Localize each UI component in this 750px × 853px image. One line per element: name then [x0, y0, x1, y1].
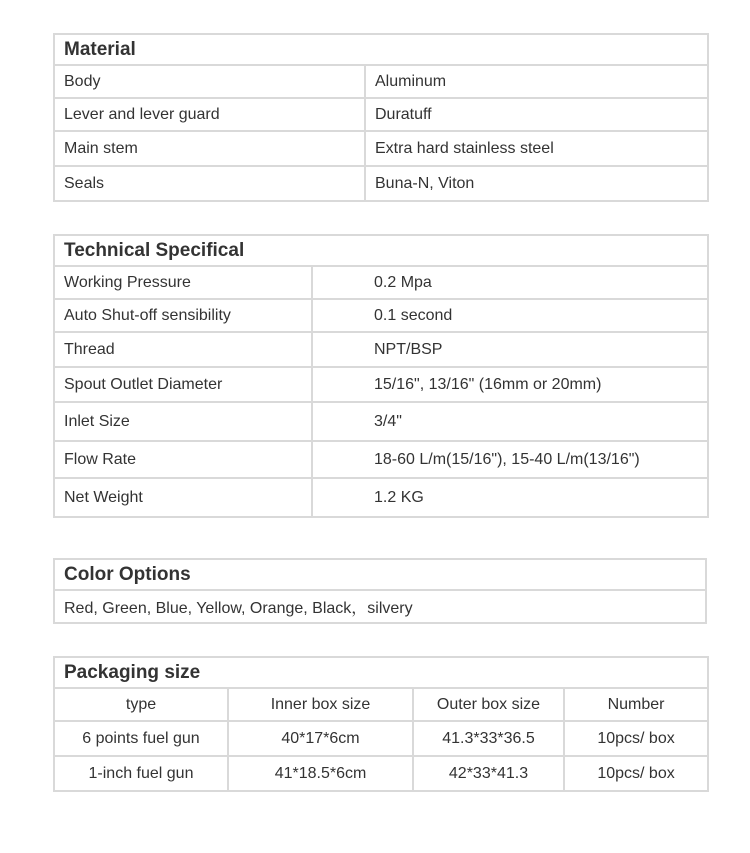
column-header: Number: [564, 688, 708, 721]
table-cell: 10pcs/ box: [564, 721, 708, 756]
spec-label: Working Pressure: [54, 266, 312, 299]
table-row: [54, 721, 708, 756]
spec-value: 18-60 L/m(15/16"), 15-40 L/m(13/16"): [312, 441, 708, 478]
table-row: [54, 166, 708, 201]
spec-value: Aluminum: [365, 65, 708, 98]
spec-label: Seals: [54, 166, 365, 201]
packaging-table: [53, 656, 709, 792]
spec-value: 15/16", 13/16" (16mm or 20mm): [312, 367, 708, 402]
color-options-table: [53, 558, 707, 624]
table-row: [54, 367, 708, 402]
table-row: [54, 299, 708, 332]
table-row: [54, 590, 706, 623]
spec-label: Flow Rate: [54, 441, 312, 478]
table-cell: 42*33*41.3: [413, 756, 564, 791]
table-row: [54, 441, 708, 478]
table-cell: 41*18.5*6cm: [228, 756, 413, 791]
spec-label: Net Weight: [54, 478, 312, 517]
table-row: [54, 131, 708, 166]
table-cell: 41.3*33*36.5: [413, 721, 564, 756]
table-cell: 10pcs/ box: [564, 756, 708, 791]
table-row: [54, 98, 708, 131]
spec-label: Thread: [54, 332, 312, 367]
material-title: Material: [54, 34, 708, 65]
spec-label: Lever and lever guard: [54, 98, 365, 131]
color-options-value: Red, Green, Blue, Yellow, Orange, Black，silvery: [54, 590, 706, 623]
packaging-title: Packaging size: [54, 657, 708, 688]
spec-value: 0.2 Mpa: [312, 266, 708, 299]
table-row: [54, 266, 708, 299]
spec-label: Spout Outlet Diameter: [54, 367, 312, 402]
table-cell: 1-inch fuel gun: [54, 756, 228, 791]
material-table: [53, 33, 709, 202]
spec-value: Duratuff: [365, 98, 708, 131]
table-row: [54, 756, 708, 791]
table-row: [54, 332, 708, 367]
column-header: type: [54, 688, 228, 721]
spec-value: Buna-N, Viton: [365, 166, 708, 201]
spec-value: 0.1 second: [312, 299, 708, 332]
color-options-title: Color Options: [54, 559, 706, 590]
spec-value: 3/4": [312, 402, 708, 441]
table-cell: 6 points fuel gun: [54, 721, 228, 756]
table-header-row: [54, 688, 708, 721]
technical-title: Technical Specifical: [54, 235, 708, 266]
column-header: Outer box size: [413, 688, 564, 721]
spec-value: NPT/BSP: [312, 332, 708, 367]
spec-label: Inlet Size: [54, 402, 312, 441]
column-header: Inner box size: [228, 688, 413, 721]
spec-label: Main stem: [54, 131, 365, 166]
spec-value: Extra hard stainless steel: [365, 131, 708, 166]
table-row: [54, 65, 708, 98]
spec-label: Body: [54, 65, 365, 98]
spec-label: Auto Shut-off sensibility: [54, 299, 312, 332]
table-row: [54, 478, 708, 517]
table-cell: 40*17*6cm: [228, 721, 413, 756]
technical-table: [53, 234, 709, 518]
table-row: [54, 402, 708, 441]
spec-value: 1.2 KG: [312, 478, 708, 517]
